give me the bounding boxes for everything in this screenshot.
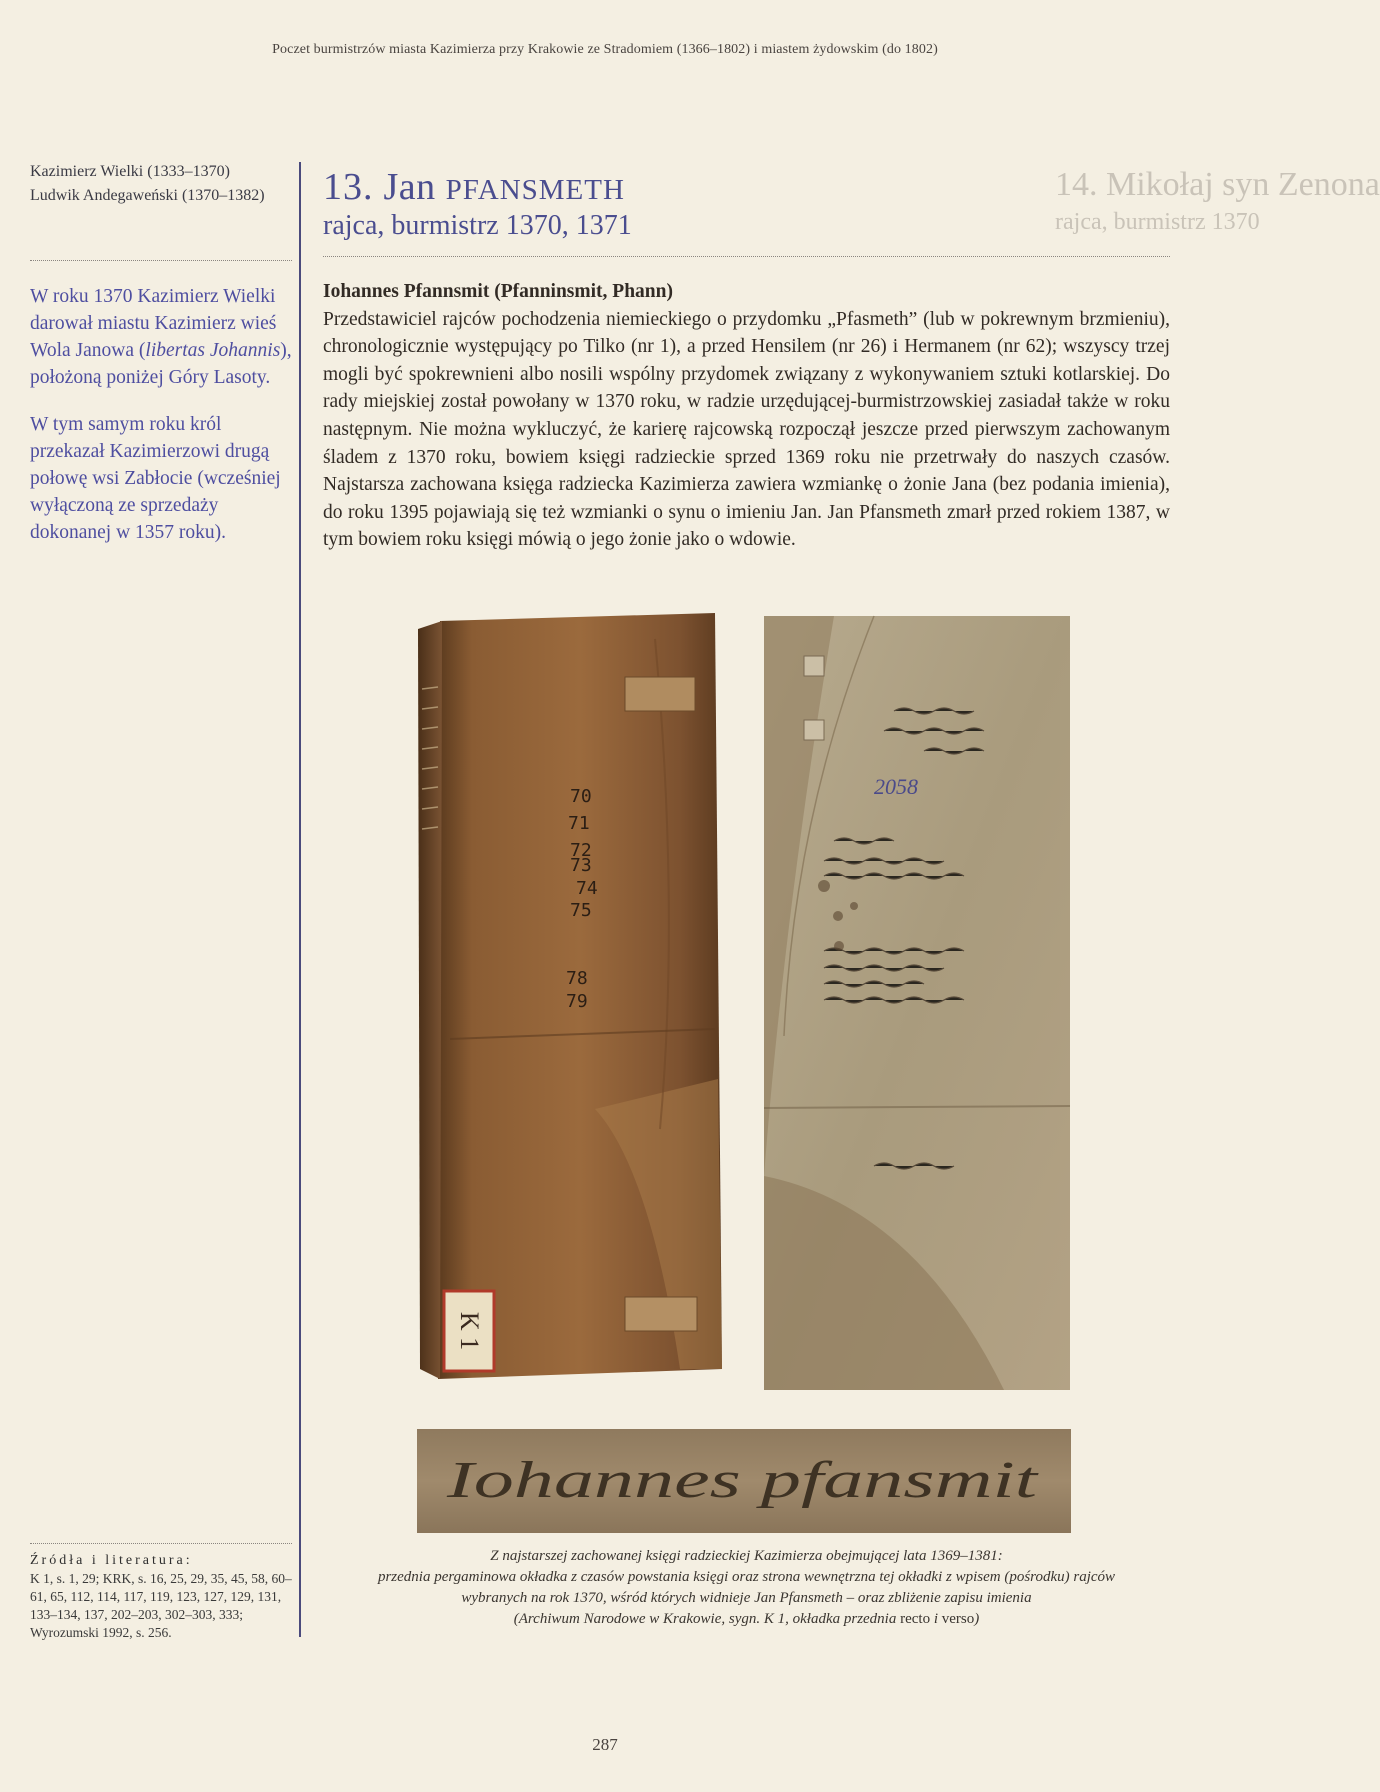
entry-body <box>323 278 1170 554</box>
sidebar-note-wola-janowa: W roku 1370 Kazimierz Wielki darował miastu Kazimierz wieś Wola Janowa (libertas Johannis), położoną poniżej Góry Lasoty. <box>30 286 292 388</box>
folio-number: 70 <box>570 786 592 807</box>
inner-cover-photo <box>764 616 1070 1390</box>
reign-ludwik: Ludwik Andegaweński (1370–1382) <box>30 187 265 204</box>
book-cover-photo <box>410 609 740 1384</box>
entry-subtitle: rajca, burmistrz 1370, 1371 <box>323 210 632 241</box>
handwritten-name: Iohannes pfansmit <box>445 1452 1040 1509</box>
latin-names: Iohannes Pfannsmit (Pfanninsmit, Phann) <box>323 281 673 302</box>
bleed-through-text: 14. Mikołaj syn Zenona rajca, burmistrz 1370 <box>1055 166 1380 235</box>
sources-text: K 1, s. 1, 29; KRK, s. 16, 25, 29, 35, 45, 58, 60–61, 65, 112, 114, 117, 119, 123, 127, 129, 131, 133–134, 137, 202–203, 302–303, 333; Wyrozumski 1992, s. 256. <box>30 1571 292 1640</box>
title-divider <box>323 256 1170 257</box>
sidebar-note-zablocie: W tym samym roku król przekazał Kazimierzowi drugą połowę wsi Zabłocie (wcześniej wyłączoną ze sprzedaży dokonanej w 1357 roku). <box>30 414 281 543</box>
sources-block <box>30 1543 292 1642</box>
page-number: 287 <box>592 1735 618 1754</box>
folio-number: 79 <box>566 991 588 1012</box>
reign-kazimierz: Kazimierz Wielki (1333–1370) <box>30 163 230 180</box>
folio-number: 71 <box>568 813 590 834</box>
folio-number: 78 <box>566 968 588 989</box>
folio-number: 72 <box>570 840 592 861</box>
folio-number: 73 <box>570 855 592 876</box>
figure-caption: Z najstarszej zachowanej księgi radzieckiej Kazimierza obejmującej lata 1369–1381: przednia pergaminowa okładka z czasów powstania księgi oraz strona wewnętrzna tej okładki z wpisem (pośrodku) rajców wybranych na rok 1370, wśród których widnieje Jan Pfansmeth – oraz zbliżenie zapisu imienia (Archiwum Narodowe w Krakowie, sygn. K 1, okładka przednia recto i verso) <box>377 1548 1116 1627</box>
shelfmark-label: K 1 <box>455 1311 484 1351</box>
folio-number: 75 <box>570 900 592 921</box>
sidebar <box>30 160 292 566</box>
archive-number: 2058 <box>874 774 918 799</box>
sources-title: Źródła i literatura: <box>30 1553 193 1568</box>
running-header: Poczet burmistrzów miasta Kazimierza przy Krakowie ze Stradomiem (1366–1802) i miastem żydowskim (do 1802) <box>272 42 938 57</box>
entry-name: Jan PFANSMETH <box>383 166 625 208</box>
reign-list <box>30 160 292 208</box>
name-closeup-photo <box>417 1429 1071 1533</box>
sidebar-divider <box>30 260 292 261</box>
vertical-divider <box>299 162 301 1637</box>
entry-number: 13. <box>323 166 374 208</box>
sources-divider <box>30 1543 292 1544</box>
folio-number: 74 <box>576 878 598 899</box>
biography-text: Przedstawiciel rajców pochodzenia niemieckiego o przydomku „Pfasmeth” (lub w pokrewnym brzmieniu), chronologicznie występujący po Tilko (nr 1), a przed Hensilem (nr 26) i Hermanem (nr 62); wszyscy trzej mogli być spokrewnieni albo nosili wspólny przydomek związany z wykonywaniem sztuki kotlarskiej. Do rady miejskiej został powołany w 1370 roku, w radzie urzędującej-burmistrzowskiej zasiadał także w roku następnym. Nie można wykluczyć, że karierę rajcowską rozpoczął jeszcze przed pierwszym zachowanym śladem z 1370 roku, bowiem księgi radzieckie sprzed 1369 roku nie przetrwały do naszych czasów. Najstarsza zachowana księga radziecka Kazimierza zawiera wzmiankę o żonie Jana (bez podania imienia), do roku 1395 pojawiają się też wzmianki o synu o imieniu Jan. Jan Pfansmeth zmarł przed rokiem 1387, w tym bowiem roku księgi mówią o jego żonie jako o wdowie. <box>323 308 1170 551</box>
entry-title <box>323 165 625 209</box>
